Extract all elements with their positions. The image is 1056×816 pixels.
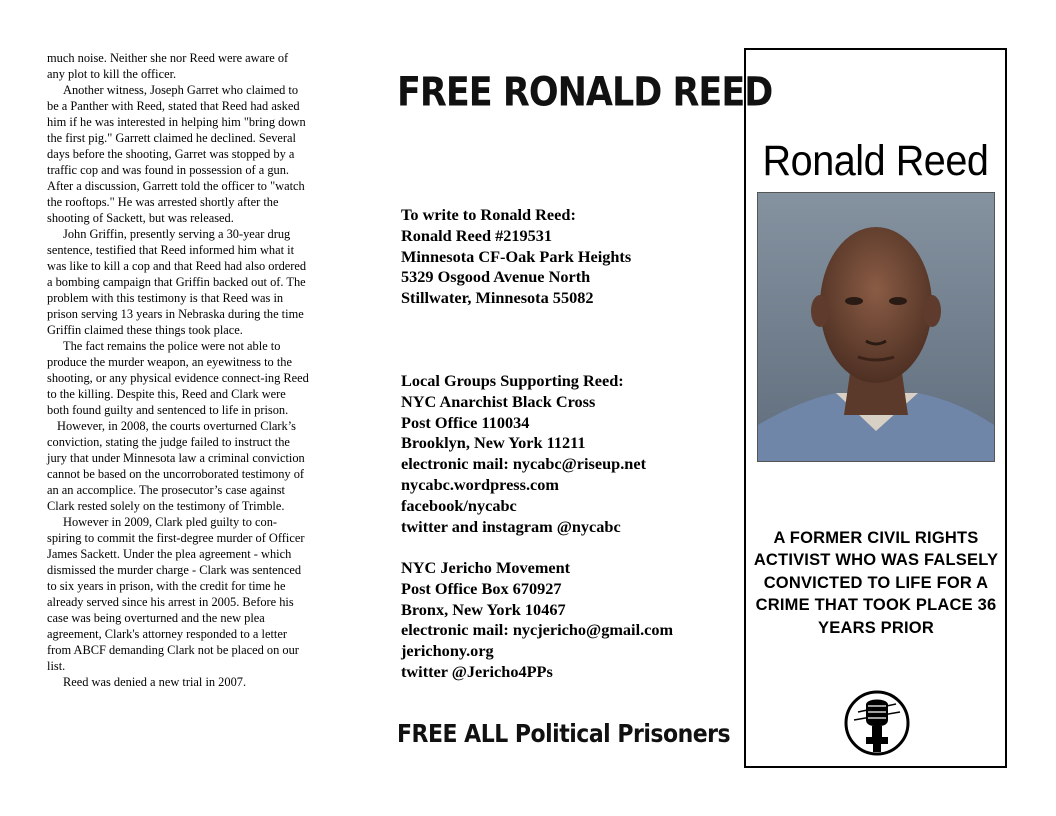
jericho-line: NYC Jericho Movement [401,558,571,577]
group-line: Post Office 110034 [401,412,530,432]
article-paragraph: John Griffin, presently serving a 30-year drug sentence, testified that Reed informed him what it was like to kill a cop and that Reed had also ordered a bombing campaign that Griffin backed out of. The problem with this testimony is that Reed was in prison serving 13 years in Nebraska during the time Griffin claimed these things took place. [47,227,307,337]
tagline-line: CONVICTED TO LIFE FOR A [763,573,989,592]
jericho-email: electronic mail: nycjericho@gmail.com [401,620,674,640]
group-social: twitter and instagram @nycabc [401,516,621,536]
article-paragraph: However, in 2008, the courts overturned Clark’s conviction, stating the judge failed to instruct the jury that under Minnesota law a criminal conviction cannot be based on the uncorroborated testimony of an an accomplice. The prosecutor’s case against Clark rested solely on the testimony of Trimble. [47,419,305,513]
article-paragraph: However in 2009, Clark pled guilty to con-spiring to commit the first-degree murder of Officer James Sackett. Under the plea agreement - which dismissed the murder charge - Clark was sentenced to six years in prison, with the credit for time he already served since his arrest in 2005. Before his case was being overturned and the new plea agreement, Clark's attorney responded to a letter from ABCF demanding Clark not be placed on our list. [47,515,305,673]
address-line: Ronald Reed #219531 [401,225,553,245]
group-line: Brooklyn, New York 11211 [401,433,586,453]
group-line: NYC Anarchist Black Cross [401,391,596,411]
article-paragraph: much noise. Neither she nor Reed were aware of any plot to kill the officer. [47,51,289,81]
tagline-line: CRIME THAT TOOK PLACE 36 [755,596,997,615]
fist-cross-logo-icon [844,690,910,756]
portrait-photo [757,192,995,462]
jericho-twitter: twitter @Jericho4PPs [401,661,553,681]
write-to-heading: To write to Ronald Reed: [401,205,576,224]
address-line: Stillwater, Minnesota 55082 [401,288,594,308]
local-groups-block [401,371,646,537]
cover-title: Ronald Reed [762,137,989,185]
free-all-political-prisoners-banner: FREE ALL Political Prisoners [397,720,731,749]
group-email: electronic mail: nycabc@riseup.net [401,454,646,474]
write-to-address [401,205,631,309]
article-paragraph: Another witness, Joseph Garret who claimed to be a Panther with Reed, stated that Reed had asked him if he was interested in helping him "bring down the first pig." Garrett claimed he declined. Several days before the shooting, Garret was stopped by a traffic cop and was found in possession of a gun. After a discussion, Garrett told the officer to "watch the rooftops." He was arrested shortly after the shooting of Sackett, but was released. [47,83,306,225]
jericho-block [401,558,673,683]
group-facebook: facebook/nycabc [401,495,517,515]
free-ronald-reed-banner: FREE RONALD REED [397,70,773,116]
article-paragraph: Reed was denied a new trial in 2007. [63,675,247,689]
tagline-line: YEARS PRIOR [818,618,934,637]
address-line: Minnesota CF-Oak Park Heights [401,246,632,266]
tagline-line: A FORMER CIVIL RIGHTS [773,529,979,547]
jericho-line: Bronx, New York 10467 [401,599,566,619]
groups-heading: Local Groups Supporting Reed: [401,371,624,390]
tagline-line: ACTIVIST WHO WAS FALSELY [753,551,999,570]
article-column [47,50,309,690]
cover-tagline [750,527,1002,639]
article-paragraph: The fact remains the police were not able to produce the murder weapon, an eyewitness to the shooting, or any physical evidence connect-ing Reed to the killing. Despite this, Reed and Clark were both found guilty and sentenced to life in prison. [47,339,309,417]
address-line: 5329 Osgood Avenue North [401,267,591,287]
jericho-website: jerichony.org [401,641,494,661]
jericho-line: Post Office Box 670927 [401,578,562,598]
portrait-photo-icon [758,193,994,461]
group-website: nycabc.wordpress.com [401,474,559,494]
